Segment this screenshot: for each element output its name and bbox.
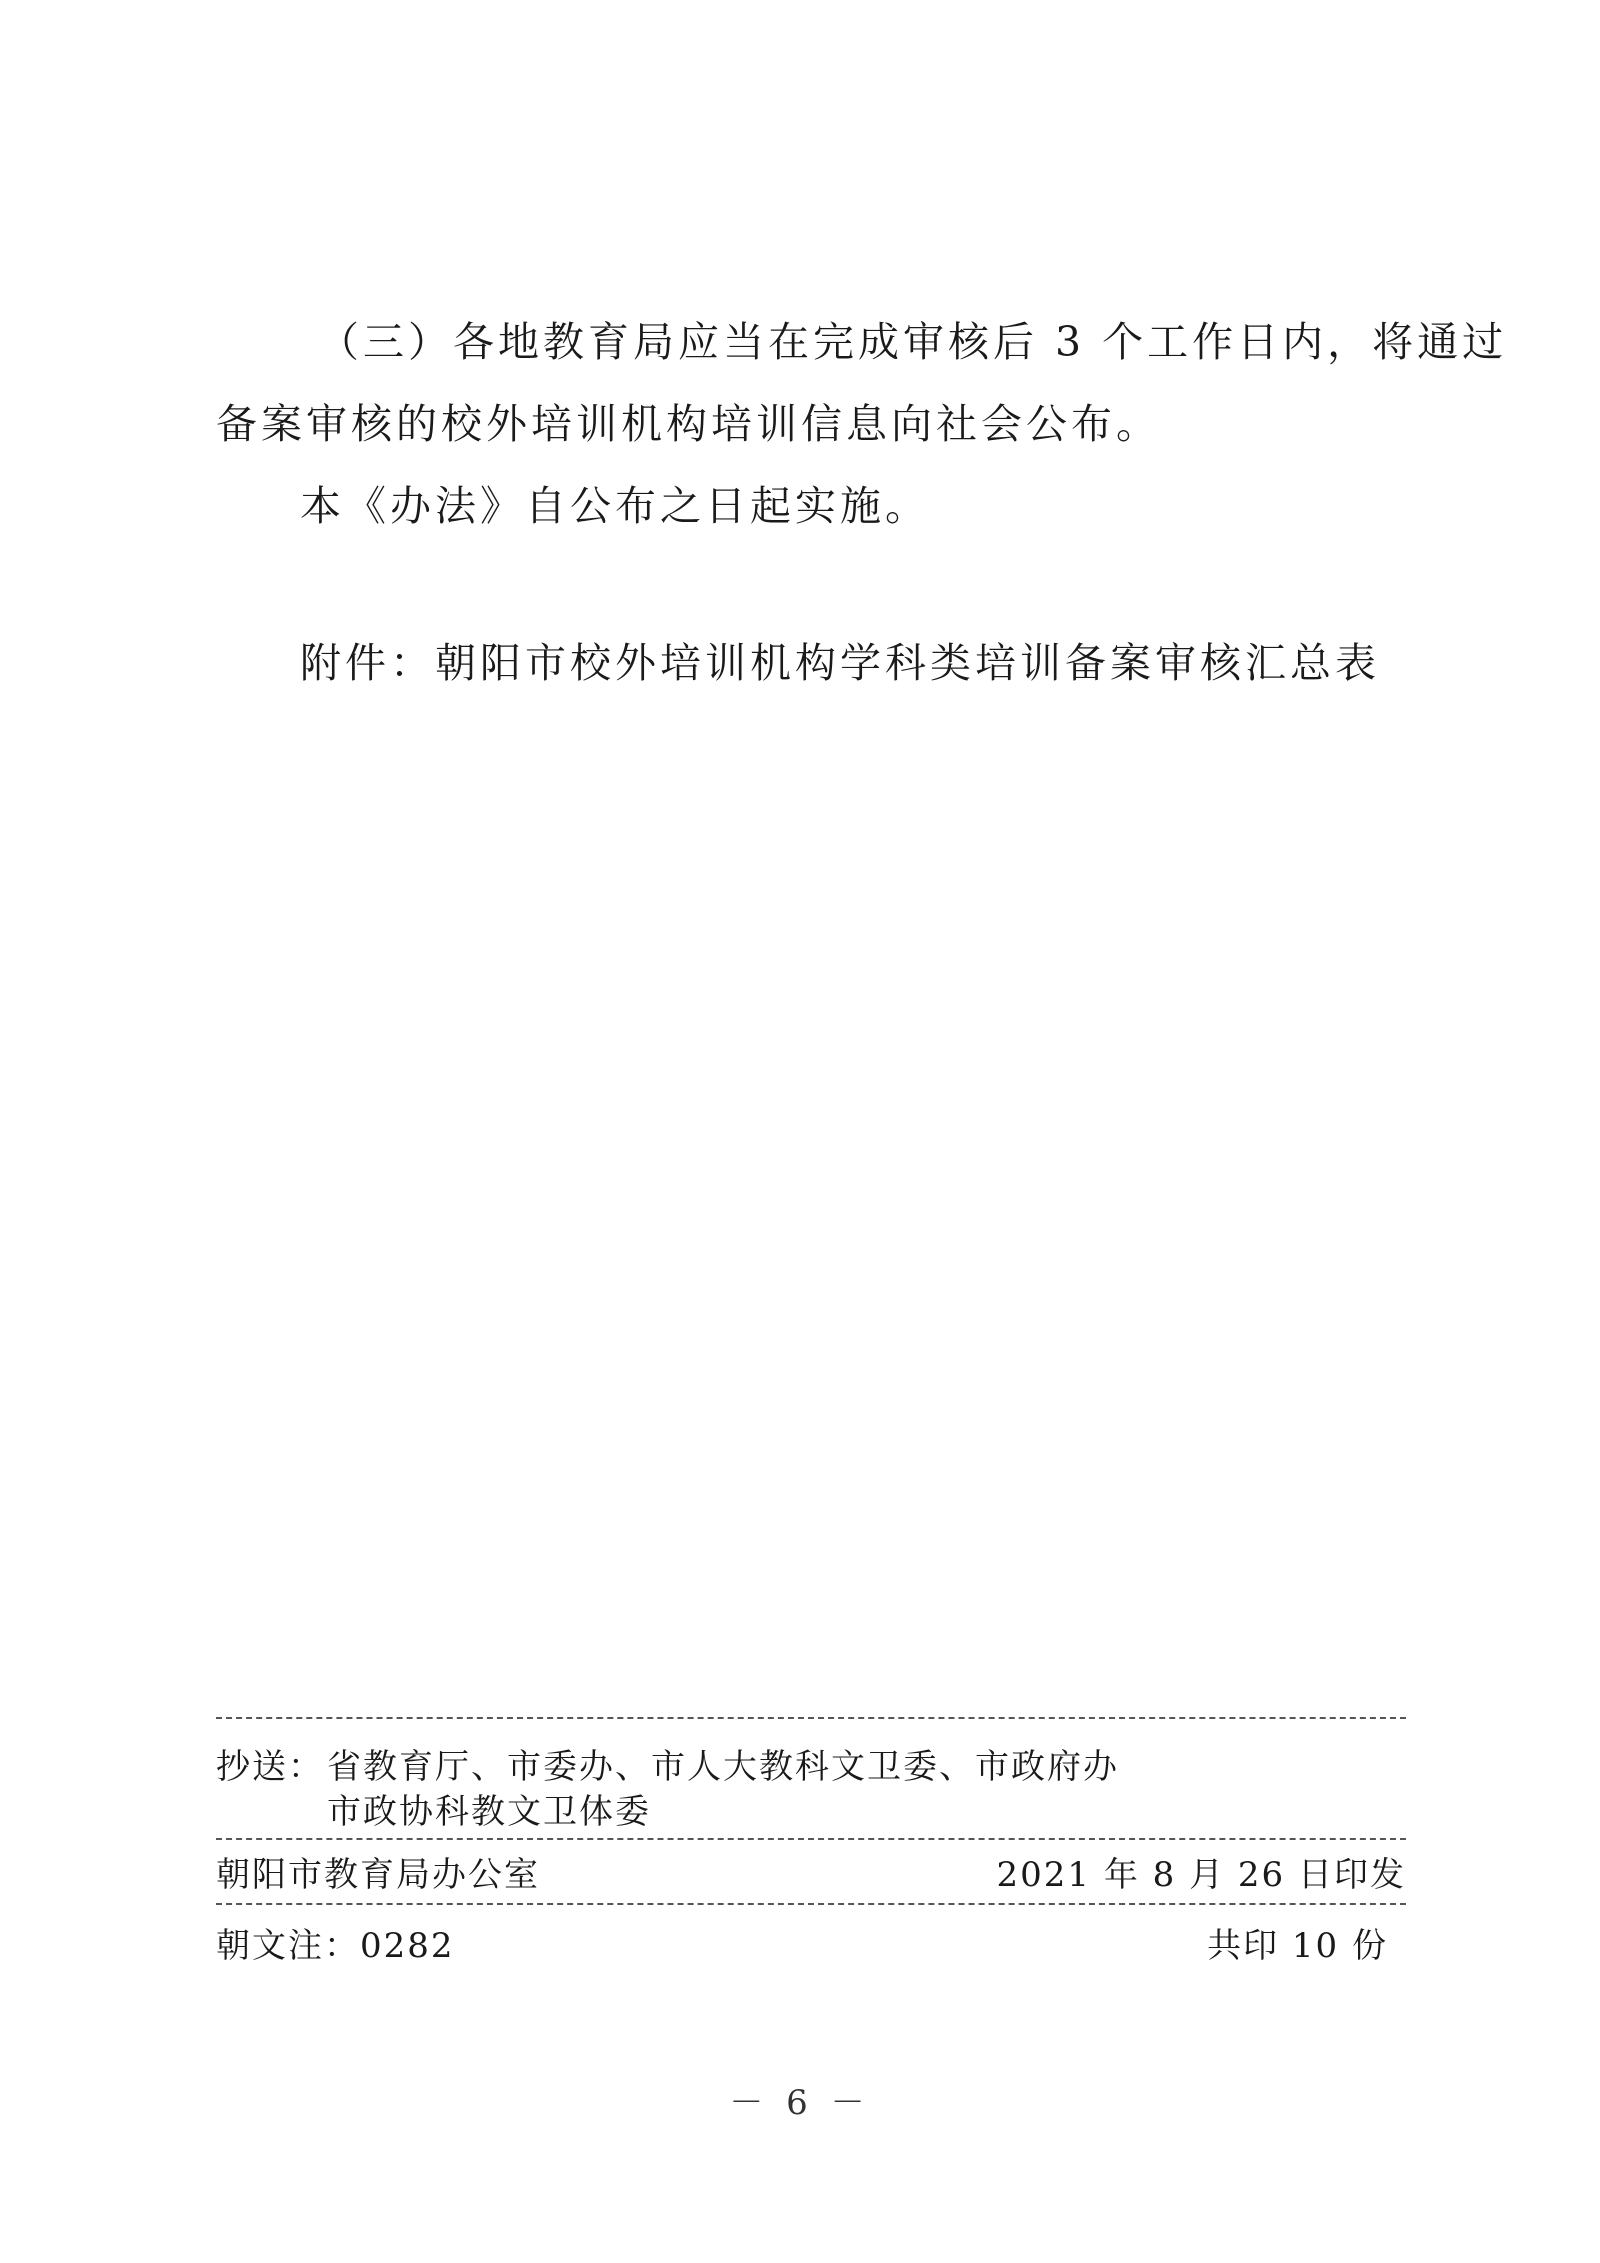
document-number: 朝文注：0282 bbox=[216, 1926, 455, 1966]
paragraph-2: 本《办法》自公布之日起实施。 bbox=[300, 482, 930, 530]
attachment-line: 附件：朝阳市校外培训机构学科类培训备案审核汇总表 bbox=[300, 639, 1380, 687]
cc-recipients-line-2: 市政协科教文卫体委 bbox=[327, 1792, 651, 1832]
paragraph-1-line-2: 备案审核的校外培训机构培训信息向社会公布。 bbox=[216, 400, 1161, 448]
divider-top bbox=[216, 1717, 1406, 1719]
copies-count: 共印 10 份 bbox=[1207, 1926, 1388, 1966]
cc-recipients-line-1: 省教育厅、市委办、市人大教科文卫委、市政府办 bbox=[327, 1747, 1119, 1787]
divider-middle bbox=[216, 1838, 1406, 1840]
paragraph-1-line-1: （三）各地教育局应当在完成审核后 3 个工作日内，将通过 bbox=[318, 318, 1508, 366]
divider-bottom bbox=[216, 1903, 1406, 1905]
cc-label: 抄送： bbox=[216, 1747, 324, 1787]
page-number: － 6 － bbox=[729, 2083, 871, 2123]
issuing-office: 朝阳市教育局办公室 bbox=[216, 1855, 540, 1895]
issue-date: 2021 年 8 月 26 日印发 bbox=[996, 1855, 1406, 1895]
